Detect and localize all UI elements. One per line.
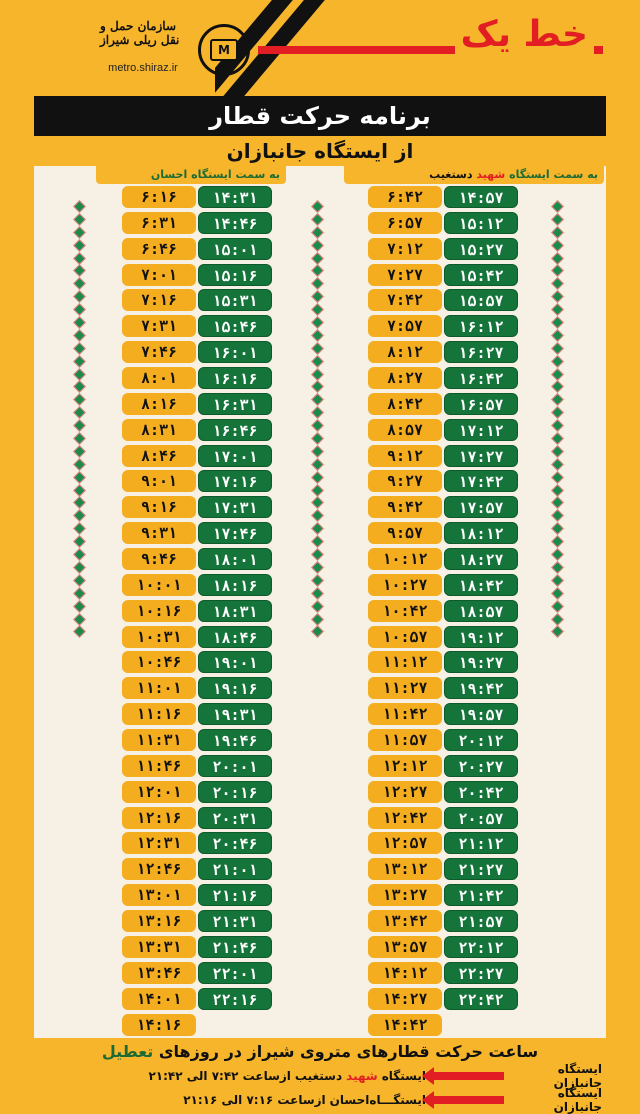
departure-time: ۱۹:۳۱ [198, 703, 272, 725]
diamond-dot-icon [311, 432, 324, 445]
diamond-dot-icon [73, 471, 86, 484]
diamond-dot-icon [311, 342, 324, 355]
departure-time: ۸:۴۲ [368, 393, 442, 415]
departure-time: ۸:۰۱ [122, 367, 196, 389]
diamond-dot-icon [551, 303, 564, 316]
departure-time: ۲۱:۰۱ [198, 858, 272, 880]
diamond-dot-icon [551, 548, 564, 561]
diamond-dot-icon [73, 497, 86, 510]
departure-time: ۱۳:۴۲ [368, 910, 442, 932]
direction-pre: به سمت ایستگاه احسان [150, 168, 280, 181]
departure-time: ۱۹:۱۲ [444, 626, 518, 648]
departure-time: ۱۱:۰۱ [122, 677, 196, 699]
diamond-dot-icon [73, 368, 86, 381]
departure-time: ۱۱:۱۶ [122, 703, 196, 725]
page-title: برنامه حرکت قطار [34, 96, 606, 136]
departure-time: ۱۸:۵۷ [444, 600, 518, 622]
departure-time: ۱۶:۴۶ [198, 419, 272, 441]
header [0, 0, 640, 96]
diamond-dot-icon [551, 316, 564, 329]
departure-time: ۱۴:۳۱ [198, 186, 272, 208]
holiday-dest-post: دستغیب [294, 1069, 343, 1083]
diamond-dot-icon [311, 497, 324, 510]
decorative-dots [310, 202, 324, 640]
holiday-line-1 [34, 1064, 606, 1088]
departure-time: ۱۱:۴۲ [368, 703, 442, 725]
diamond-dot-icon [311, 265, 324, 278]
departure-time: ۲۰:۱۶ [198, 781, 272, 803]
departure-time: ۸:۴۶ [122, 445, 196, 467]
diamond-dot-icon [311, 239, 324, 252]
departure-time: ۱۴:۵۷ [444, 186, 518, 208]
departure-time: ۱۰:۰۱ [122, 574, 196, 596]
departure-time: ۱۲:۲۷ [368, 781, 442, 803]
departure-time: ۷:۱۶ [122, 289, 196, 311]
departure-time: ۱۴:۰۱ [122, 988, 196, 1010]
departure-time: ۱۵:۲۷ [444, 238, 518, 260]
diamond-dot-icon [551, 252, 564, 265]
departure-time: ۱۵:۵۷ [444, 289, 518, 311]
departure-time: ۱۴:۱۲ [368, 962, 442, 984]
diamond-dot-icon [73, 510, 86, 523]
departure-time: ۱۸:۱۶ [198, 574, 272, 596]
diamond-dot-icon [311, 587, 324, 600]
diamond-dot-icon [73, 535, 86, 548]
diamond-dot-icon [73, 522, 86, 535]
departure-time: ۱۷:۳۱ [198, 496, 272, 518]
diamond-dot-icon [311, 213, 324, 226]
departure-time: ۹:۴۲ [368, 496, 442, 518]
diamond-dot-icon [551, 561, 564, 574]
departure-time: ۱۶:۱۶ [198, 367, 272, 389]
direction-post: دستغیب [429, 168, 473, 181]
departure-time: ۹:۳۱ [122, 522, 196, 544]
departure-time: ۲۲:۴۲ [444, 988, 518, 1010]
departure-time: ۱۵:۴۲ [444, 264, 518, 286]
diamond-dot-icon [73, 458, 86, 471]
departure-time: ۱۶:۴۲ [444, 367, 518, 389]
diamond-dot-icon [311, 613, 324, 626]
direction-pre: به سمت ایستگاه [509, 168, 598, 181]
diamond-dot-icon [73, 213, 86, 226]
diamond-dot-icon [311, 381, 324, 394]
diamond-dot-icon [551, 342, 564, 355]
departure-time: ۲۲:۱۲ [444, 936, 518, 958]
departure-time: ۱۷:۰۱ [198, 445, 272, 467]
diamond-dot-icon [551, 432, 564, 445]
departure-time: ۱۵:۴۶ [198, 315, 272, 337]
departure-time: ۸:۲۷ [368, 367, 442, 389]
holiday-time: ازساعت ۷:۱۶ الی ۲۱:۱۶ [183, 1093, 326, 1107]
holiday-footer [34, 1040, 606, 1114]
departure-time: ۸:۱۲ [368, 341, 442, 363]
departure-time: ۷:۲۷ [368, 264, 442, 286]
diamond-dot-icon [311, 355, 324, 368]
diamond-dot-icon [311, 484, 324, 497]
arrow-left-icon [432, 1096, 504, 1104]
holiday-dest-pre: ایستگاه [381, 1069, 426, 1083]
diamond-dot-icon [73, 342, 86, 355]
departure-time: ۹:۱۶ [122, 496, 196, 518]
diamond-dot-icon [551, 419, 564, 432]
diamond-dot-icon [551, 484, 564, 497]
arrow-left-icon [432, 1072, 504, 1080]
departure-time: ۷:۳۱ [122, 315, 196, 337]
holiday-from: ایستگاه جانبازان [553, 1086, 602, 1114]
diamond-dot-icon [311, 393, 324, 406]
diamond-dot-icon [311, 200, 324, 213]
diamond-dot-icon [551, 200, 564, 213]
departure-time: ۱۲:۵۷ [368, 832, 442, 854]
departure-time: ۱۲:۳۱ [122, 832, 196, 854]
departure-time: ۱۲:۰۱ [122, 781, 196, 803]
diamond-dot-icon [551, 277, 564, 290]
diamond-dot-icon [73, 303, 86, 316]
times-column-dastgheib-1 [368, 186, 442, 1038]
diamond-dot-icon [73, 406, 86, 419]
times-column-ehsan-1 [122, 186, 196, 1038]
diamond-dot-icon [551, 393, 564, 406]
diamond-dot-icon [73, 419, 86, 432]
line-title: خط یک [455, 14, 594, 55]
departure-time: ۹:۴۶ [122, 548, 196, 570]
diamond-dot-icon [311, 522, 324, 535]
departure-time: ۱۷:۱۶ [198, 470, 272, 492]
departure-time: ۶:۳۱ [122, 212, 196, 234]
departure-time: ۱۶:۳۱ [198, 393, 272, 415]
departure-time: ۱۰:۲۷ [368, 574, 442, 596]
departure-time: ۸:۱۶ [122, 393, 196, 415]
departure-time: ۲۱:۲۷ [444, 858, 518, 880]
diamond-dot-icon [311, 406, 324, 419]
departure-time: ۱۸:۴۶ [198, 626, 272, 648]
departure-time: ۱۳:۲۷ [368, 884, 442, 906]
departure-time: ۱۱:۱۲ [368, 651, 442, 673]
departure-time: ۱۹:۵۷ [444, 703, 518, 725]
diamond-dot-icon [311, 277, 324, 290]
times-column-dastgheib-2 [444, 186, 518, 1014]
diamond-dot-icon [551, 381, 564, 394]
departure-time: ۸:۵۷ [368, 419, 442, 441]
departure-time: ۱۸:۴۲ [444, 574, 518, 596]
diamond-dot-icon [73, 355, 86, 368]
departure-time: ۱۲:۴۶ [122, 858, 196, 880]
diamond-dot-icon [551, 329, 564, 342]
departure-time: ۷:۴۲ [368, 289, 442, 311]
departure-time: ۱۶:۲۷ [444, 341, 518, 363]
departure-time: ۲۱:۱۶ [198, 884, 272, 906]
departure-time: ۱۰:۳۱ [122, 626, 196, 648]
departure-time: ۱۲:۱۶ [122, 807, 196, 829]
from-station: از ایستگاه جانبازان [226, 139, 414, 163]
departure-time: ۱۰:۵۷ [368, 626, 442, 648]
departure-time: ۹:۱۲ [368, 445, 442, 467]
departure-time: ۱۲:۱۲ [368, 755, 442, 777]
diamond-dot-icon [551, 510, 564, 523]
diamond-dot-icon [73, 432, 86, 445]
departure-time: ۹:۵۷ [368, 522, 442, 544]
diamond-dot-icon [551, 226, 564, 239]
diamond-dot-icon [551, 626, 564, 639]
departure-time: ۱۲:۴۲ [368, 807, 442, 829]
departure-time: ۲۰:۱۲ [444, 729, 518, 751]
diamond-dot-icon [311, 548, 324, 561]
diamond-dot-icon [311, 419, 324, 432]
diamond-dot-icon [551, 613, 564, 626]
diamond-dot-icon [311, 574, 324, 587]
diamond-dot-icon [551, 445, 564, 458]
departure-time: ۱۳:۵۷ [368, 936, 442, 958]
diamond-dot-icon [73, 393, 86, 406]
departure-time: ۱۶:۰۱ [198, 341, 272, 363]
departure-time: ۲۲:۲۷ [444, 962, 518, 984]
diamond-dot-icon [73, 587, 86, 600]
departure-time: ۱۴:۱۶ [122, 1014, 196, 1036]
departure-time: ۱۳:۱۶ [122, 910, 196, 932]
departure-time: ۱۹:۱۶ [198, 677, 272, 699]
departure-time: ۶:۵۷ [368, 212, 442, 234]
timetable-panel [34, 166, 606, 1038]
diamond-dot-icon [551, 265, 564, 278]
departure-time: ۸:۳۱ [122, 419, 196, 441]
diamond-dot-icon [311, 316, 324, 329]
departure-time: ۱۵:۱۲ [444, 212, 518, 234]
departure-time: ۱۵:۱۶ [198, 264, 272, 286]
departure-time: ۱۹:۰۱ [198, 651, 272, 673]
diamond-dot-icon [311, 561, 324, 574]
times-column-ehsan-2 [198, 186, 272, 1014]
diamond-dot-icon [551, 587, 564, 600]
departure-time: ۷:۵۷ [368, 315, 442, 337]
departure-time: ۱۰:۱۶ [122, 600, 196, 622]
diamond-dot-icon [311, 626, 324, 639]
diamond-dot-icon [311, 471, 324, 484]
decorative-dots [72, 202, 86, 640]
diamond-dot-icon [73, 329, 86, 342]
departure-time: ۶:۱۶ [122, 186, 196, 208]
departure-time: ۱۵:۳۱ [198, 289, 272, 311]
organization-logo: سازمان حمل و نقل ریلی شیراز [100, 19, 180, 47]
diamond-dot-icon [311, 329, 324, 342]
departure-time: ۱۱:۴۶ [122, 755, 196, 777]
diamond-dot-icon [311, 600, 324, 613]
diamond-dot-icon [73, 239, 86, 252]
departure-time: ۲۱:۵۷ [444, 910, 518, 932]
departure-time: ۱۳:۴۶ [122, 962, 196, 984]
departure-time: ۶:۴۶ [122, 238, 196, 260]
site-url: metro.shiraz.ir [108, 62, 178, 74]
diamond-dot-icon [73, 381, 86, 394]
departure-time: ۲۰:۴۲ [444, 781, 518, 803]
departure-time: ۱۴:۴۲ [368, 1014, 442, 1036]
direction-label-dastgheib [344, 166, 604, 184]
diamond-dot-icon [73, 252, 86, 265]
metro-icon-letter: M [210, 39, 238, 61]
departure-time: ۱۰:۴۲ [368, 600, 442, 622]
departure-time: ۱۱:۵۷ [368, 729, 442, 751]
departure-time: ۲۰:۵۷ [444, 807, 518, 829]
holiday-pre: ساعت حرکت قطارهای متروی شیراز در روزهای [158, 1042, 539, 1061]
decorative-dots [550, 202, 564, 640]
departure-time: ۱۷:۱۲ [444, 419, 518, 441]
diamond-dot-icon [551, 290, 564, 303]
diamond-dot-icon [311, 303, 324, 316]
departure-time: ۷:۱۲ [368, 238, 442, 260]
departure-time: ۱۳:۱۲ [368, 858, 442, 880]
departure-time: ۷:۰۱ [122, 264, 196, 286]
diamond-dot-icon [73, 316, 86, 329]
departure-time: ۷:۴۶ [122, 341, 196, 363]
diamond-dot-icon [73, 200, 86, 213]
diamond-dot-icon [551, 406, 564, 419]
diamond-dot-icon [551, 574, 564, 587]
departure-time: ۲۲:۰۱ [198, 962, 272, 984]
departure-time: ۱۳:۰۱ [122, 884, 196, 906]
diamond-dot-icon [73, 290, 86, 303]
departure-time: ۱۸:۱۲ [444, 522, 518, 544]
departure-time: ۲۲:۱۶ [198, 988, 272, 1010]
departure-time: ۱۰:۴۶ [122, 651, 196, 673]
holiday-highlight: تعطیل [101, 1042, 154, 1061]
diamond-dot-icon [311, 252, 324, 265]
departure-time: ۶:۴۲ [368, 186, 442, 208]
departure-time: ۱۸:۲۷ [444, 548, 518, 570]
departure-time: ۱۶:۵۷ [444, 393, 518, 415]
departure-time: ۲۱:۳۱ [198, 910, 272, 932]
holiday-from: ایستگاه جانبازان [553, 1062, 602, 1090]
holiday-dest-hl: شهید [346, 1069, 378, 1083]
diamond-dot-icon [311, 458, 324, 471]
diamond-dot-icon [73, 265, 86, 278]
diamond-dot-icon [73, 484, 86, 497]
departure-time: ۲۱:۴۲ [444, 884, 518, 906]
diamond-dot-icon [551, 471, 564, 484]
diamond-dot-icon [311, 226, 324, 239]
departure-time: ۲۱:۴۶ [198, 936, 272, 958]
holiday-title [34, 1040, 606, 1064]
departure-time: ۱۰:۱۲ [368, 548, 442, 570]
diamond-dot-icon [73, 626, 86, 639]
diamond-dot-icon [73, 445, 86, 458]
departure-time: ۲۰:۴۶ [198, 832, 272, 854]
holiday-dest-pre: ایستگـــاه [369, 1093, 426, 1107]
diamond-dot-icon [551, 522, 564, 535]
diamond-dot-icon [73, 613, 86, 626]
departure-time: ۱۹:۴۶ [198, 729, 272, 751]
departure-time: ۱۷:۵۷ [444, 496, 518, 518]
direction-label-ehsan [96, 166, 286, 184]
holiday-dest-post: احسان [329, 1093, 370, 1107]
holiday-line-2 [34, 1088, 606, 1112]
departure-time: ۱۷:۴۶ [198, 522, 272, 544]
diamond-dot-icon [73, 548, 86, 561]
departure-time: ۲۰:۳۱ [198, 807, 272, 829]
departure-time: ۱۳:۳۱ [122, 936, 196, 958]
departure-time: ۱۹:۴۲ [444, 677, 518, 699]
departure-time: ۱۸:۰۱ [198, 548, 272, 570]
diamond-dot-icon [311, 290, 324, 303]
diamond-dot-icon [551, 497, 564, 510]
departure-time: ۱۴:۲۷ [368, 988, 442, 1010]
departure-time: ۹:۰۱ [122, 470, 196, 492]
diamond-dot-icon [551, 458, 564, 471]
diamond-dot-icon [551, 600, 564, 613]
diamond-dot-icon [73, 600, 86, 613]
departure-time: ۲۰:۰۱ [198, 755, 272, 777]
diamond-dot-icon [551, 535, 564, 548]
diamond-dot-icon [551, 239, 564, 252]
departure-time: ۱۹:۲۷ [444, 651, 518, 673]
departure-time: ۱۱:۳۱ [122, 729, 196, 751]
direction-highlight: شهید [476, 168, 506, 181]
departure-time: ۱۱:۲۷ [368, 677, 442, 699]
departure-time: ۱۴:۴۶ [198, 212, 272, 234]
diamond-dot-icon [551, 355, 564, 368]
departure-time: ۱۸:۳۱ [198, 600, 272, 622]
departure-time: ۱۵:۰۱ [198, 238, 272, 260]
departure-time: ۲۰:۲۷ [444, 755, 518, 777]
diamond-dot-icon [311, 445, 324, 458]
diamond-dot-icon [73, 561, 86, 574]
diamond-dot-icon [73, 226, 86, 239]
diamond-dot-icon [311, 368, 324, 381]
departure-time: ۱۶:۱۲ [444, 315, 518, 337]
diamond-dot-icon [73, 277, 86, 290]
departure-time: ۱۷:۴۲ [444, 470, 518, 492]
diamond-dot-icon [551, 213, 564, 226]
departure-time: ۱۷:۲۷ [444, 445, 518, 467]
departure-time: ۹:۲۷ [368, 470, 442, 492]
diamond-dot-icon [311, 510, 324, 523]
holiday-time: ازساعت ۷:۴۲ الی ۲۱:۴۲ [148, 1069, 291, 1083]
diamond-dot-icon [73, 574, 86, 587]
diamond-dot-icon [311, 535, 324, 548]
departure-time: ۲۱:۱۲ [444, 832, 518, 854]
diamond-dot-icon [551, 368, 564, 381]
metro-logo-icon [198, 24, 250, 76]
